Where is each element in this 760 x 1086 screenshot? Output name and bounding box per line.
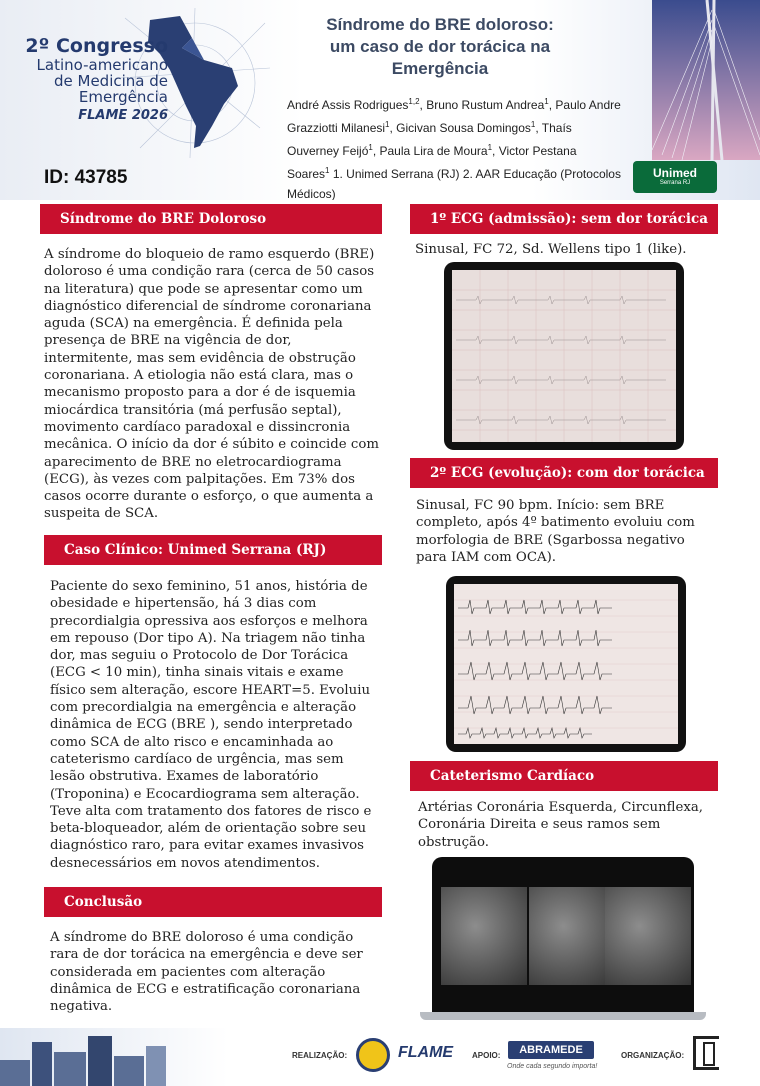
city-building-4 bbox=[114, 1056, 144, 1086]
city-building-3 bbox=[88, 1036, 112, 1086]
city-building-1 bbox=[32, 1042, 52, 1086]
city-building-2 bbox=[54, 1052, 86, 1086]
author-name: Victor Pestana Soares bbox=[287, 144, 577, 181]
title-line-3: Emergência bbox=[391, 59, 489, 78]
author-list bbox=[287, 92, 622, 200]
author-separator: , bbox=[492, 144, 499, 158]
author-affiliation-mark: 1 bbox=[385, 120, 390, 129]
unimed-logo-sub: Serrana RJ bbox=[659, 180, 691, 186]
author-name: Thaís Ouverney Feijó bbox=[287, 121, 572, 158]
author-name: Gicivan Sousa Domingos bbox=[396, 121, 531, 135]
angiogram-image-2 bbox=[529, 887, 615, 985]
congress-tag: FLAME 2026 bbox=[78, 108, 168, 123]
ecg1-tablet bbox=[444, 262, 684, 450]
author-name: Bruno Rustum Andrea bbox=[426, 98, 545, 112]
poster-footer bbox=[0, 1028, 760, 1086]
angiogram-image-3 bbox=[605, 887, 691, 985]
ecg1-image bbox=[452, 270, 676, 442]
flame-logo: FLAME bbox=[398, 1044, 454, 1061]
congress-logo bbox=[18, 36, 168, 123]
section-heading-conclusao: Conclusão bbox=[44, 887, 382, 917]
section-heading-ecg1: 1º ECG (admissão): sem dor torácica bbox=[410, 204, 718, 234]
author-affiliation-mark: 1 bbox=[544, 97, 549, 106]
author-affiliation-mark: 1 bbox=[368, 143, 373, 152]
congress-line-1: 2º Congresso bbox=[25, 35, 168, 57]
city-skyline-icon bbox=[0, 1060, 30, 1086]
author-separator: , bbox=[389, 121, 397, 135]
congress-line-2: Latino-americano bbox=[36, 56, 168, 74]
section-text-conclusao: A síndrome do BRE doloroso é uma condição rara de dor torácica na emergência e deve ser considerada em pacientes com alteração dinâmica de ECG e estratificação coronariana negativa. bbox=[50, 930, 363, 1015]
section-heading-sindrome: Síndrome do BRE Doloroso bbox=[40, 204, 382, 234]
apoio-label: APOIO: bbox=[472, 1051, 501, 1060]
title-line-2: um caso de dor torácica na bbox=[329, 37, 551, 56]
author-name: Paulo Andre Grazziotti Milanesi bbox=[287, 98, 621, 135]
author-separator: , bbox=[548, 98, 556, 112]
ecg1-trace-icon bbox=[452, 270, 676, 442]
author-separator: , bbox=[419, 98, 427, 112]
section-text-sindrome: A síndrome do bloqueio de ramo esquerdo (BRE) doloroso é uma condição rara (cerca de 50 casos na literatura) que pode se apresentar como um diagnóstico diferencial de síndrome coronariana aguda (SCA) na emergência. É definida pela presença de BRE na vigência de dor, intermitente, mas sem evidência de obstrução coronariana. A etiologia não está clara, mas o mecanismo proposto para a dor é de isquemia miocárdica transitória (má perfusão septal), movimento cardíaco paradoxal e dissincronia mecânica. O início da dor é súbito e coincide com aparecimento de BRE no eletrocardiograma (ECG), às vezes com palpitações. Em 73% dos casos ocorre durante o esforço, o que aumenta a suspeita de SCA. bbox=[44, 247, 379, 522]
abramede-logo: ABRAMEDE bbox=[508, 1041, 594, 1059]
author-name: Paula Lira de Moura bbox=[379, 144, 488, 158]
city-building-5 bbox=[146, 1046, 166, 1086]
unimed-logo bbox=[633, 161, 717, 193]
angiogram-image-1 bbox=[441, 887, 527, 985]
ecg2-image bbox=[454, 584, 678, 744]
organizer-logo-icon-inner bbox=[703, 1042, 715, 1066]
ecg2-tablet bbox=[446, 576, 686, 752]
unimed-logo-text: Unimed bbox=[652, 166, 697, 180]
section-text-ecg2: Sinusal, FC 90 bpm. Início: sem BRE completo, após 4º batimento evoluiu com morfologia de BRE (Sgarbossa negativo para IAM com OCA). bbox=[416, 498, 695, 565]
poster-title bbox=[290, 14, 590, 80]
author-affiliation-mark: 1 bbox=[325, 166, 330, 175]
section-heading-caso: Caso Clínico: Unimed Serrana (RJ) bbox=[44, 535, 382, 565]
author-separator: , bbox=[535, 121, 542, 135]
section-heading-ecg2: 2º ECG (evolução): com dor torácica bbox=[410, 458, 718, 488]
poster-header bbox=[0, 0, 760, 200]
section-text-ecg1: Sinusal, FC 72, Sd. Wellens tipo 1 (like). bbox=[415, 242, 687, 257]
laptop-base bbox=[420, 1012, 706, 1020]
author-name: André Assis Rodrigues bbox=[287, 98, 409, 112]
realizacao-label: REALIZAÇÃO: bbox=[292, 1051, 348, 1060]
section-text-cat: Artérias Coronária Esquerda, Circunflexa, Coronária Direita e seus ramos sem obstrução. bbox=[418, 800, 704, 850]
author-affiliation-mark: 1 bbox=[487, 143, 493, 152]
section-text-caso: Paciente do sexo feminino, 51 anos, história de obesidade e hipertensão, há 3 dias com precordialgia opressiva aos esforços e melhora em repouso (Dor tipo A). Na triagem não tinha dor, mas seguiu o Protocolo de Dor Torácica (ECG < 10 min), tinha sinais vitais e exame físico sem alteração, escore HEART=5. Evoluiu com precordialgia na emergência e alteração dinâmica de ECG (BRE ), sendo interpretado como SCA de alto risco e encaminhada ao cateterismo cardíaco de urgência, mas sem lesão obstrutiva. Exames de laboratório (Troponina) e Ecocardiograma sem alteração. Teve alta com tratamento dos fatores de risco e beta-bloqueador, além de orientação sobre seu diagnóstico raro, para evitar exames invasivos desnecessários em novos atendimentos. bbox=[50, 579, 372, 871]
organizacao-label: ORGANIZAÇÃO: bbox=[621, 1051, 685, 1060]
abstract-id: ID: 43785 bbox=[44, 167, 128, 188]
congress-line-4: Emergência bbox=[78, 88, 168, 106]
congress-line-3: de Medicina de bbox=[53, 72, 168, 90]
author-separator: , bbox=[372, 144, 380, 158]
title-line-1: Síndrome do BRE doloroso: bbox=[326, 15, 554, 34]
abramede-tagline: Onde cada segundo importa! bbox=[507, 1063, 598, 1070]
affiliations: 1. Unimed Serrana (RJ) 2. AAR Educação (Protocolos Médicos) bbox=[287, 167, 621, 200]
author-affiliation-mark: 1 bbox=[530, 120, 536, 129]
section-heading-cat: Cateterismo Cardíaco bbox=[410, 761, 718, 791]
bridge-illustration bbox=[652, 0, 760, 160]
author-affiliation-mark: 1,2 bbox=[408, 97, 420, 106]
flame-emblem-icon bbox=[356, 1038, 390, 1072]
ecg2-trace-icon bbox=[454, 584, 678, 744]
